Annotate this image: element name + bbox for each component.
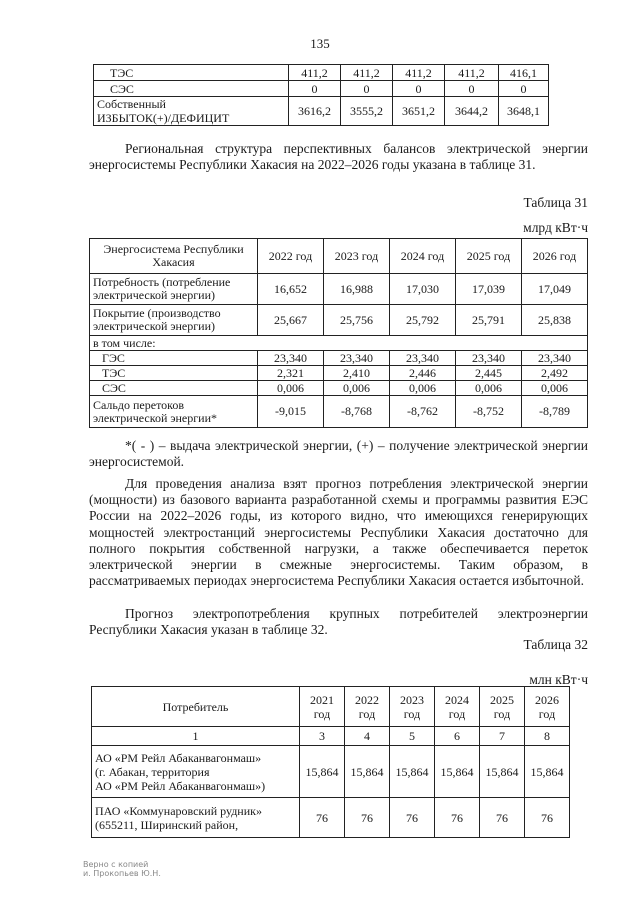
table-header-row: [92, 687, 570, 727]
cell: 0,006: [324, 381, 390, 396]
footnote: [89, 438, 588, 470]
table-row: [94, 97, 549, 126]
label-line: ПАО «Коммунаровский рудник»: [95, 803, 262, 818]
cell: -8,752: [456, 396, 522, 428]
col-number: 1: [92, 727, 300, 746]
paragraph-text: Для проведения анализа взят прогноз потребления электрической энергии (мощности) из базового варианта разработанной схемы и программы развития ЕЭС России на 2022–2026 годы, из которого видно, что имеющихся генерирующих мощностей электростанций энергосистемы Республики Хакасия достаточно для полного покрытия собственной нагрузки, а также обеспечивается переток электрической энергии в смежные энергосистемы. Таким образом, в рассматриваемых периодах энергосистема Республики Хакасия остается избыточной.: [89, 476, 588, 589]
paragraph-text: Прогноз электропотребления крупных потребителей электроэнергии Республики Хакасия указан в таблице 32.: [89, 606, 588, 638]
table-row: [90, 351, 588, 366]
header-cell: [435, 687, 480, 727]
year: 2023: [400, 692, 424, 707]
cell: 0,006: [456, 381, 522, 396]
year-suffix: год: [358, 706, 376, 721]
cell: 76: [525, 798, 570, 838]
header-cell: [525, 687, 570, 727]
table-30-tail: [93, 64, 549, 126]
header-cell: Энергосистема Республики Хакасия: [90, 239, 258, 274]
table-row: [90, 305, 588, 336]
certification-stamp: [83, 860, 161, 878]
header-cell: Потребитель: [92, 687, 300, 727]
cell: 15,864: [435, 746, 480, 798]
row-label: ТЭС: [90, 366, 258, 381]
table-row: [90, 366, 588, 381]
header-cell: [480, 687, 525, 727]
cell: 3644,2: [445, 97, 499, 126]
year-suffix: год: [403, 706, 421, 721]
label-line: АО «РМ Рейл Абаканвагонмаш»): [95, 778, 266, 793]
cell: 76: [435, 798, 480, 838]
col-number: 8: [525, 727, 570, 746]
table-row: [92, 746, 570, 798]
cell: 25,667: [258, 305, 324, 336]
cell: 0,006: [522, 381, 588, 396]
table-32-caption: Таблица 32: [523, 637, 588, 652]
header-cell: 2024 год: [390, 239, 456, 274]
col-number: 6: [435, 727, 480, 746]
cell: 411,2: [289, 65, 341, 81]
year-suffix: год: [448, 706, 466, 721]
cell: 76: [480, 798, 525, 838]
stamp-line: Верно с копией: [83, 860, 149, 869]
table-header-row: [90, 239, 588, 274]
header-cell: 2026 год: [522, 239, 588, 274]
year: 2022: [355, 692, 379, 707]
cell: 0: [341, 81, 393, 97]
cell: 23,340: [258, 351, 324, 366]
year: 2024: [445, 692, 469, 707]
table-row: [92, 798, 570, 838]
cell: 3651,2: [393, 97, 445, 126]
cell: 0: [499, 81, 549, 97]
year: 2026: [535, 692, 559, 707]
cell: 25,791: [456, 305, 522, 336]
cell: 23,340: [324, 351, 390, 366]
table-row: [90, 274, 588, 305]
year: 2025: [490, 692, 514, 707]
label-line: (г. Абакан, территория: [95, 764, 210, 779]
col-number: 3: [300, 727, 345, 746]
cell: 0: [289, 81, 341, 97]
cell: 76: [300, 798, 345, 838]
label-line: (655211, Ширинский район,: [95, 817, 239, 832]
row-label: [92, 746, 300, 798]
header-cell: [390, 687, 435, 727]
label-line: Собственный: [97, 97, 166, 111]
table-row: [92, 727, 570, 746]
cell: 25,756: [324, 305, 390, 336]
cell: -8,789: [522, 396, 588, 428]
row-label: [94, 97, 289, 126]
row-label: [92, 798, 300, 838]
col-number: 4: [345, 727, 390, 746]
table-31-caption: Таблица 31: [523, 195, 588, 210]
row-label: Сальдо перетоков электрической энергии*: [90, 396, 258, 428]
cell: 15,864: [390, 746, 435, 798]
cell: 25,792: [390, 305, 456, 336]
cell: 3616,2: [289, 97, 341, 126]
row-label: СЭС: [90, 381, 258, 396]
cell: 15,864: [300, 746, 345, 798]
row-label: Покрытие (производство электрической энергии): [90, 305, 258, 336]
cell: 411,2: [445, 65, 499, 81]
page-number: 135: [310, 36, 330, 51]
col-number: 7: [480, 727, 525, 746]
col-number: 5: [390, 727, 435, 746]
cell: 23,340: [522, 351, 588, 366]
header-cell: 2023 год: [324, 239, 390, 274]
cell: 17,049: [522, 274, 588, 305]
cell: 2,410: [324, 366, 390, 381]
cell: 411,2: [341, 65, 393, 81]
cell: 2,445: [456, 366, 522, 381]
label-line: ИЗБЫТОК(+)/ДЕФИЦИТ: [97, 111, 230, 125]
cell: 23,340: [390, 351, 456, 366]
paragraph-3: [89, 606, 588, 638]
row-label: ТЭС: [94, 65, 289, 81]
cell: -9,015: [258, 396, 324, 428]
cell: 23,340: [456, 351, 522, 366]
table-32-unit: млн кВт·ч: [529, 672, 588, 687]
header-cell: 2025 год: [456, 239, 522, 274]
paragraph-2: [89, 476, 588, 589]
year: 2021: [310, 692, 334, 707]
stamp-line: и. Прокопьев Ю.Н.: [83, 869, 161, 878]
header-cell: [300, 687, 345, 727]
cell: 2,321: [258, 366, 324, 381]
table-row: [94, 65, 549, 81]
year-suffix: год: [493, 706, 511, 721]
label-line: АО «РМ Рейл Абаканвагонмаш»: [95, 750, 262, 765]
paragraph-1: [89, 141, 588, 173]
cell: 2,446: [390, 366, 456, 381]
cell: 17,030: [390, 274, 456, 305]
year-suffix: год: [538, 706, 556, 721]
table-32: [91, 686, 570, 838]
cell: 0,006: [390, 381, 456, 396]
cell: 0,006: [258, 381, 324, 396]
cell: 16,988: [324, 274, 390, 305]
paragraph-text: Региональная структура перспективных балансов электрической энергии энергосистемы Республики Хакасия на 2022–2026 годы указана в таблице 31.: [89, 141, 588, 173]
cell: 17,039: [456, 274, 522, 305]
row-label: Потребность (потребление электрической энергии): [90, 274, 258, 305]
header-cell: [345, 687, 390, 727]
cell: 15,864: [345, 746, 390, 798]
table-row: [90, 396, 588, 428]
cell: 25,838: [522, 305, 588, 336]
cell: 76: [390, 798, 435, 838]
footnote-text: *( - ) – выдача электрической энергии, (+) – получение электрической энергии энергосистемой.: [89, 438, 588, 470]
table-31-unit: млрд кВт·ч: [523, 220, 588, 235]
cell: 0: [393, 81, 445, 97]
year-suffix: год: [313, 706, 331, 721]
cell: 411,2: [393, 65, 445, 81]
cell: 416,1: [499, 65, 549, 81]
header-cell: 2022 год: [258, 239, 324, 274]
cell: 3555,2: [341, 97, 393, 126]
table-row: [94, 81, 549, 97]
table-31: [89, 238, 588, 428]
row-label: в том числе:: [90, 336, 588, 351]
cell: -8,768: [324, 396, 390, 428]
cell: 15,864: [480, 746, 525, 798]
row-label: СЭС: [94, 81, 289, 97]
cell: 0: [445, 81, 499, 97]
table-row: [90, 336, 588, 351]
cell: 3648,1: [499, 97, 549, 126]
cell: -8,762: [390, 396, 456, 428]
row-label: ГЭС: [90, 351, 258, 366]
cell: 76: [345, 798, 390, 838]
table-row: [90, 381, 588, 396]
cell: 16,652: [258, 274, 324, 305]
cell: 15,864: [525, 746, 570, 798]
cell: 2,492: [522, 366, 588, 381]
